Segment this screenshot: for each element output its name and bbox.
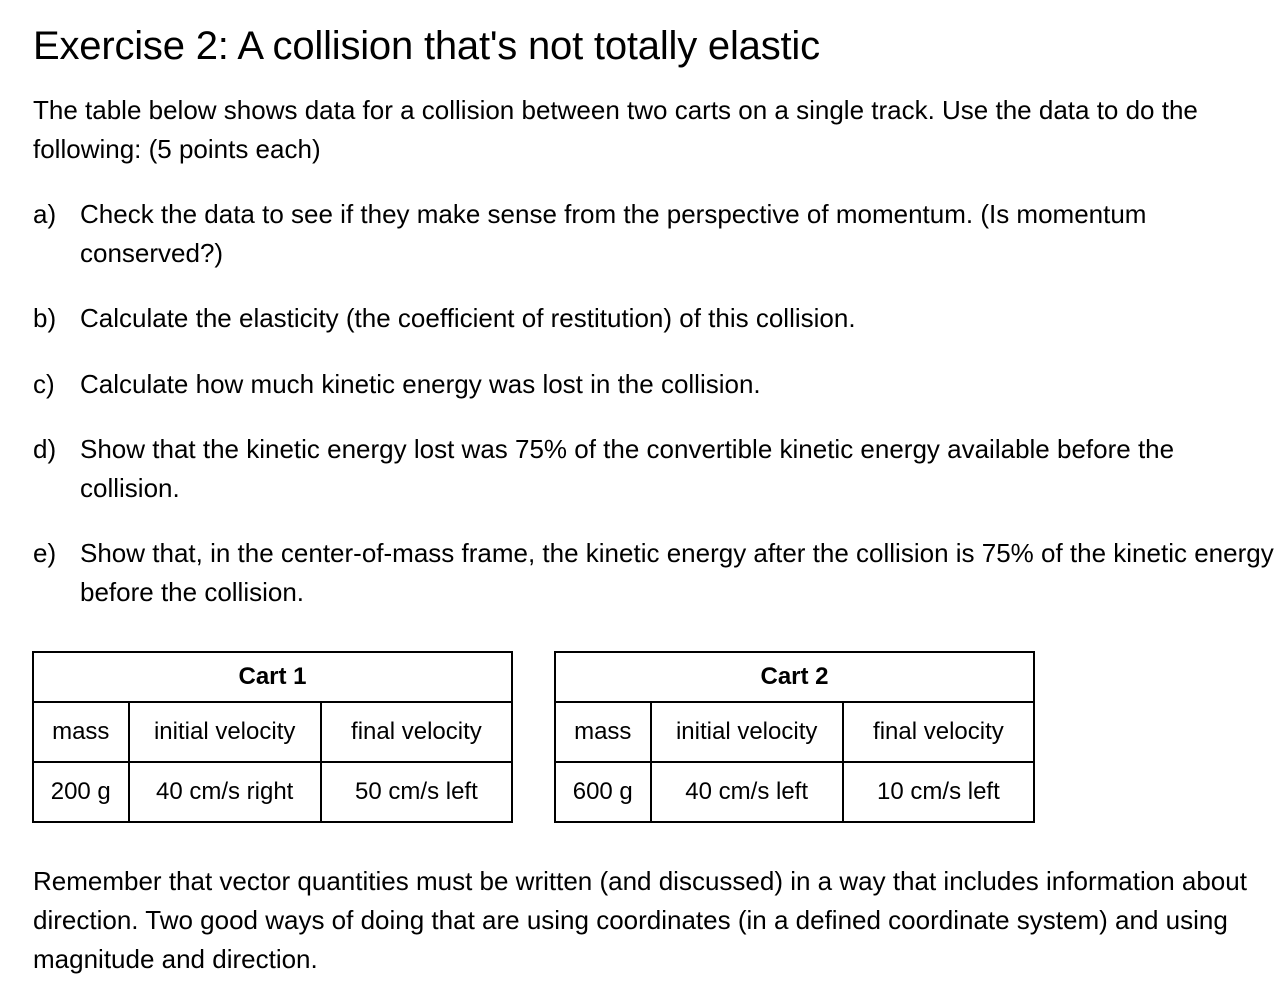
task-text: Show that the kinetic energy lost was 75% of the convertible kinetic energy available before the collision. [80,434,1175,503]
table-row [555,702,1034,762]
mass-header: mass [555,702,651,762]
initial-velocity-value: 40 cm/s left [651,762,843,822]
initial-velocity-value: 40 cm/s right [129,762,321,822]
task-text: Calculate how much kinetic energy was lost in the collision. [80,369,761,399]
mass-header: mass [33,702,129,762]
initial-velocity-header: initial velocity [129,702,321,762]
task-d [33,430,1278,508]
initial-velocity-header: initial velocity [651,702,843,762]
task-letter: b) [33,303,57,333]
cart-1-title: Cart 1 [33,652,512,702]
task-c [33,365,1278,404]
cart-1-table [32,651,513,823]
cart-2-table [554,651,1035,823]
table-header-row [33,652,512,702]
task-text: Calculate the elasticity (the coefficient of restitution) of this collision. [80,303,856,333]
task-letter: e) [33,538,57,568]
task-letter: a) [33,199,57,229]
table-row [33,702,512,762]
final-velocity-header: final velocity [321,702,512,762]
page-title: Exercise 2: A collision that's not totally elastic [33,24,820,68]
task-text: Show that, in the center-of-mass frame, the kinetic energy after the collision is 75% of the kinetic energy before the collision. [80,538,1274,607]
mass-value: 200 g [33,762,129,822]
table-row [33,762,512,822]
task-e [33,534,1278,612]
table-header-row [555,652,1034,702]
intro-paragraph: The table below shows data for a collision between two carts on a single track. Use the data to do the following: (5 points each) [33,95,1198,164]
final-velocity-header: final velocity [843,702,1034,762]
remember-note: Remember that vector quantities must be written (and discussed) in a way that includes information about direction. Two good ways of doing that are using coordinates (in a defined coordinate system) and using magnitude and direction. [33,866,1247,974]
cart-2-title: Cart 2 [555,652,1034,702]
task-b [33,299,1278,338]
task-text: Check the data to see if they make sense from the perspective of momentum. (Is momentum conserved?) [80,199,1147,268]
table-row [555,762,1034,822]
task-letter: c) [33,369,55,399]
task-a [33,195,1278,273]
task-letter: d) [33,434,57,464]
final-velocity-value: 10 cm/s left [843,762,1034,822]
final-velocity-value: 50 cm/s left [321,762,512,822]
mass-value: 600 g [555,762,651,822]
